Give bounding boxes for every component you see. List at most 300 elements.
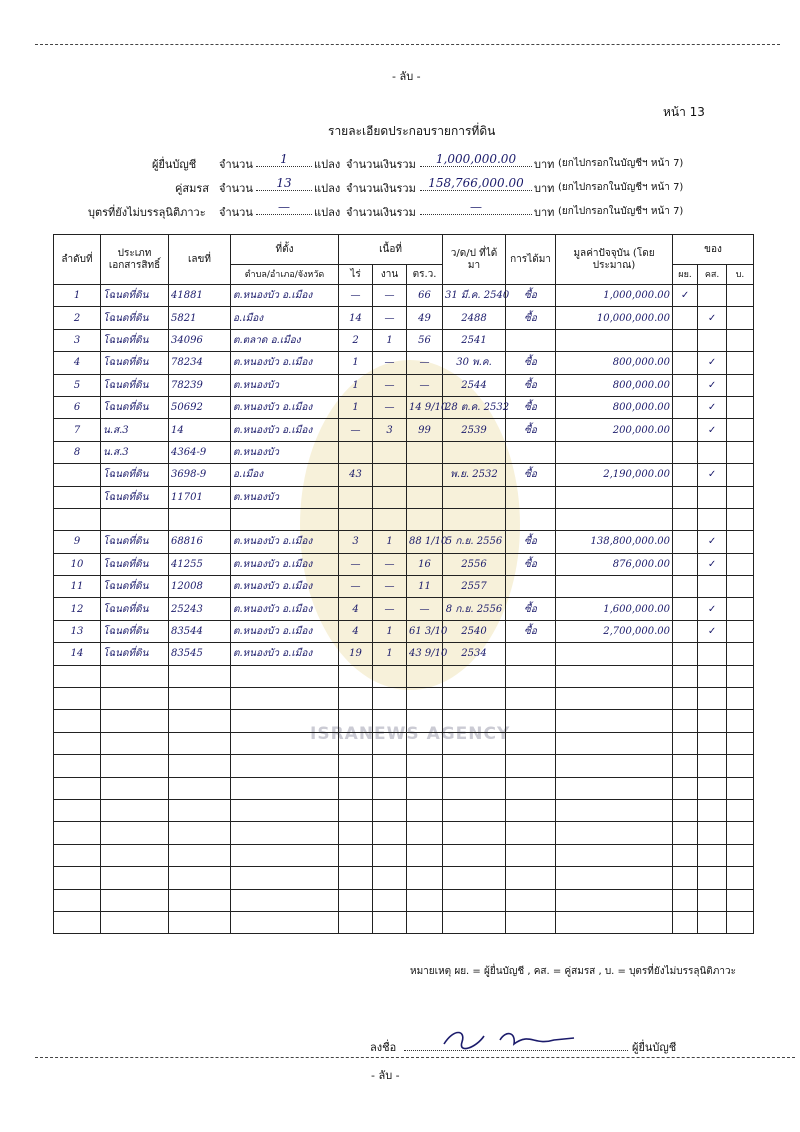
row-value bbox=[556, 844, 673, 866]
row-seq bbox=[54, 867, 101, 889]
row-seq: 12 bbox=[54, 598, 101, 620]
row-ngan bbox=[373, 710, 407, 732]
row-date bbox=[443, 844, 506, 866]
row-doc-no bbox=[169, 799, 231, 821]
row-acquire bbox=[506, 755, 556, 777]
row-rai: 1 bbox=[339, 396, 373, 418]
row-location: ต.หนองบัว อ.เมือง bbox=[231, 598, 339, 620]
row-ngan bbox=[373, 755, 407, 777]
row-value bbox=[556, 508, 673, 530]
row-doc-no bbox=[169, 822, 231, 844]
row-doc-type bbox=[101, 844, 169, 866]
row-owner-spouse bbox=[698, 822, 727, 844]
row-owner-filer bbox=[673, 799, 698, 821]
row-doc-type: โฉนดที่ดิน bbox=[101, 576, 169, 598]
row-doc-no bbox=[169, 867, 231, 889]
row-acquire: ซื้อ bbox=[506, 285, 556, 307]
row-acquire bbox=[506, 777, 556, 799]
row-seq: 8 bbox=[54, 441, 101, 463]
row-doc-no: 68816 bbox=[169, 531, 231, 553]
row-owner-child bbox=[727, 598, 754, 620]
row-sqwa: — bbox=[407, 352, 443, 374]
spouse-count: 13 bbox=[256, 176, 312, 191]
row-value bbox=[556, 688, 673, 710]
row-owner-spouse bbox=[698, 732, 727, 754]
row-doc-type bbox=[101, 867, 169, 889]
row-ngan bbox=[373, 911, 407, 933]
row-sqwa bbox=[407, 486, 443, 508]
row-location: ต.ตลาด อ.เมือง bbox=[231, 329, 339, 351]
row-owner-filer bbox=[673, 598, 698, 620]
row-sqwa: — bbox=[407, 598, 443, 620]
row-location bbox=[231, 665, 339, 687]
row-location: ต.หนองบัว bbox=[231, 486, 339, 508]
row-sqwa bbox=[407, 911, 443, 933]
row-owner-spouse bbox=[698, 486, 727, 508]
table-row bbox=[54, 508, 754, 530]
table-row bbox=[54, 374, 754, 396]
header-value: มูลค่าปัจจุบัน (โดยประมาณ) bbox=[556, 235, 673, 285]
row-location bbox=[231, 755, 339, 777]
row-ngan: — bbox=[373, 352, 407, 374]
table-row bbox=[54, 576, 754, 598]
row-owner-child bbox=[727, 374, 754, 396]
row-doc-no: 83544 bbox=[169, 620, 231, 642]
row-date: 28 ต.ค. 2532 bbox=[443, 396, 506, 418]
header-location: ที่ตั้ง bbox=[231, 235, 339, 265]
row-location: อ.เมือง bbox=[231, 464, 339, 486]
row-sqwa bbox=[407, 755, 443, 777]
row-owner-spouse bbox=[698, 508, 727, 530]
row-date bbox=[443, 799, 506, 821]
table-row-empty bbox=[54, 710, 754, 732]
row-owner-spouse: ✓ bbox=[698, 307, 727, 329]
row-value: 138,800,000.00 bbox=[556, 531, 673, 553]
row-doc-type bbox=[101, 732, 169, 754]
row-owner-child bbox=[727, 553, 754, 575]
top-secret-mark: - ลับ - bbox=[392, 70, 421, 83]
row-acquire bbox=[506, 665, 556, 687]
row-owner-spouse bbox=[698, 799, 727, 821]
row-doc-type: โฉนดที่ดิน bbox=[101, 486, 169, 508]
row-doc-no bbox=[169, 755, 231, 777]
row-owner-child bbox=[727, 755, 754, 777]
spouse-amount: 158,766,000.00 bbox=[420, 176, 532, 191]
row-rai: 1 bbox=[339, 352, 373, 374]
row-owner-spouse bbox=[698, 688, 727, 710]
row-acquire bbox=[506, 867, 556, 889]
row-seq: 4 bbox=[54, 352, 101, 374]
footnote: หมายเหตุ ผย. = ผู้ยื่นบัญชี , คส. = คู่สมรส , บ. = บุตรที่ยังไม่บรรลุนิติภาวะ bbox=[410, 966, 736, 977]
header-ngan: งาน bbox=[373, 265, 407, 285]
row-acquire: ซื้อ bbox=[506, 620, 556, 642]
row-location: อ.เมือง bbox=[231, 307, 339, 329]
row-acquire: ซื้อ bbox=[506, 598, 556, 620]
row-date bbox=[443, 822, 506, 844]
row-seq: 2 bbox=[54, 307, 101, 329]
row-doc-no: 12008 bbox=[169, 576, 231, 598]
header-doc-type: ประเภทเอกสารสิทธิ์ bbox=[101, 235, 169, 285]
table-row-empty bbox=[54, 755, 754, 777]
row-ngan: 1 bbox=[373, 329, 407, 351]
watermark-text: ISRANEWS AGENCY bbox=[310, 724, 511, 744]
row-doc-no bbox=[169, 688, 231, 710]
row-sqwa: 14 9/10 bbox=[407, 396, 443, 418]
land-details-table bbox=[53, 234, 754, 934]
row-sqwa: 11 bbox=[407, 576, 443, 598]
row-date bbox=[443, 755, 506, 777]
row-location: ต.หนองบัว อ.เมือง bbox=[231, 643, 339, 665]
top-dashed-rule bbox=[35, 44, 780, 45]
row-acquire bbox=[506, 508, 556, 530]
row-owner-child bbox=[727, 419, 754, 441]
row-acquire bbox=[506, 732, 556, 754]
row-ngan bbox=[373, 844, 407, 866]
table-row bbox=[54, 352, 754, 374]
row-location: ต.หนองบัว อ.เมือง bbox=[231, 553, 339, 575]
row-owner-child bbox=[727, 620, 754, 642]
row-owner-filer bbox=[673, 419, 698, 441]
row-doc-no: 41255 bbox=[169, 553, 231, 575]
row-owner-filer bbox=[673, 576, 698, 598]
table-row-empty bbox=[54, 844, 754, 866]
row-owner-child bbox=[727, 464, 754, 486]
row-seq bbox=[54, 755, 101, 777]
row-owner-filer bbox=[673, 822, 698, 844]
row-acquire bbox=[506, 889, 556, 911]
row-location: ต.หนองบัว bbox=[231, 374, 339, 396]
row-owner-child bbox=[727, 844, 754, 866]
row-doc-no: 25243 bbox=[169, 598, 231, 620]
row-owner-filer bbox=[673, 531, 698, 553]
row-doc-type: โฉนดที่ดิน bbox=[101, 396, 169, 418]
row-seq: 6 bbox=[54, 396, 101, 418]
row-owner-spouse bbox=[698, 441, 727, 463]
row-rai: — bbox=[339, 553, 373, 575]
row-location bbox=[231, 889, 339, 911]
row-date bbox=[443, 867, 506, 889]
row-ngan bbox=[373, 486, 407, 508]
row-doc-no: 50692 bbox=[169, 396, 231, 418]
filer-amount: 1,000,000.00 bbox=[420, 152, 532, 167]
row-owner-child bbox=[727, 889, 754, 911]
row-owner-child bbox=[727, 732, 754, 754]
row-ngan bbox=[373, 665, 407, 687]
row-doc-type: น.ส.3 bbox=[101, 441, 169, 463]
row-date bbox=[443, 777, 506, 799]
row-owner-spouse bbox=[698, 329, 727, 351]
row-sqwa bbox=[407, 799, 443, 821]
row-ngan: — bbox=[373, 553, 407, 575]
row-sqwa: 43 9/10 bbox=[407, 643, 443, 665]
row-doc-no bbox=[169, 732, 231, 754]
row-rai: 3 bbox=[339, 531, 373, 553]
row-ngan bbox=[373, 777, 407, 799]
row-sqwa bbox=[407, 665, 443, 687]
row-date: 2541 bbox=[443, 329, 506, 351]
row-owner-child bbox=[727, 822, 754, 844]
row-rai bbox=[339, 844, 373, 866]
row-date bbox=[443, 732, 506, 754]
row-seq: 14 bbox=[54, 643, 101, 665]
header-area: เนื้อที่ bbox=[339, 235, 443, 265]
row-doc-type bbox=[101, 911, 169, 933]
row-owner-filer bbox=[673, 486, 698, 508]
row-value bbox=[556, 822, 673, 844]
table-row bbox=[54, 464, 754, 486]
row-location: ต.หนองบัว อ.เมือง bbox=[231, 531, 339, 553]
row-owner-filer bbox=[673, 643, 698, 665]
row-acquire bbox=[506, 486, 556, 508]
row-rai bbox=[339, 486, 373, 508]
row-date: 2540 bbox=[443, 620, 506, 642]
table-row-empty bbox=[54, 732, 754, 754]
row-location: ต.หนองบัว อ.เมือง bbox=[231, 576, 339, 598]
row-sqwa: 49 bbox=[407, 307, 443, 329]
row-seq: 13 bbox=[54, 620, 101, 642]
row-owner-child bbox=[727, 911, 754, 933]
row-seq: 3 bbox=[54, 329, 101, 351]
row-value: 876,000.00 bbox=[556, 553, 673, 575]
row-location bbox=[231, 867, 339, 889]
row-value bbox=[556, 732, 673, 754]
row-doc-type: โฉนดที่ดิน bbox=[101, 352, 169, 374]
row-seq bbox=[54, 911, 101, 933]
row-value bbox=[556, 441, 673, 463]
row-value bbox=[556, 576, 673, 598]
row-value: 800,000.00 bbox=[556, 374, 673, 396]
row-rai bbox=[339, 508, 373, 530]
row-ngan bbox=[373, 889, 407, 911]
row-owner-spouse bbox=[698, 911, 727, 933]
row-acquire bbox=[506, 576, 556, 598]
row-owner-child bbox=[727, 329, 754, 351]
row-acquire bbox=[506, 911, 556, 933]
row-owner-filer bbox=[673, 464, 698, 486]
row-ngan bbox=[373, 508, 407, 530]
header-acquire: การได้มา bbox=[506, 235, 556, 285]
row-ngan: 1 bbox=[373, 643, 407, 665]
row-doc-no bbox=[169, 889, 231, 911]
row-value: 10,000,000.00 bbox=[556, 307, 673, 329]
row-value bbox=[556, 799, 673, 821]
row-rai: — bbox=[339, 576, 373, 598]
row-owner-child bbox=[727, 576, 754, 598]
row-ngan bbox=[373, 441, 407, 463]
row-owner-filer bbox=[673, 620, 698, 642]
row-seq: 10 bbox=[54, 553, 101, 575]
row-doc-type: โฉนดที่ดิน bbox=[101, 464, 169, 486]
row-rai: 14 bbox=[339, 307, 373, 329]
row-rai bbox=[339, 441, 373, 463]
row-doc-no: 3698-9 bbox=[169, 464, 231, 486]
row-sqwa: 88 1/10 bbox=[407, 531, 443, 553]
row-acquire bbox=[506, 688, 556, 710]
row-seq bbox=[54, 777, 101, 799]
row-acquire: ซื้อ bbox=[506, 419, 556, 441]
row-owner-child bbox=[727, 643, 754, 665]
row-date bbox=[443, 508, 506, 530]
row-sqwa bbox=[407, 867, 443, 889]
row-rai: — bbox=[339, 285, 373, 307]
table-row-empty bbox=[54, 665, 754, 687]
row-date bbox=[443, 486, 506, 508]
row-sqwa bbox=[407, 777, 443, 799]
page-title: รายละเอียดประกอบรายการที่ดิน bbox=[328, 124, 496, 138]
row-acquire bbox=[506, 710, 556, 732]
row-owner-filer: ✓ bbox=[673, 285, 698, 307]
row-rai bbox=[339, 710, 373, 732]
row-owner-filer bbox=[673, 665, 698, 687]
table-row-empty bbox=[54, 889, 754, 911]
row-date: 31 มี.ค. 2540 bbox=[443, 285, 506, 307]
row-acquire: ซื้อ bbox=[506, 531, 556, 553]
table-row bbox=[54, 329, 754, 351]
row-acquire: ซื้อ bbox=[506, 553, 556, 575]
header-rai: ไร่ bbox=[339, 265, 373, 285]
table-row bbox=[54, 620, 754, 642]
row-owner-spouse: ✓ bbox=[698, 374, 727, 396]
table-row bbox=[54, 643, 754, 665]
row-owner-spouse: ✓ bbox=[698, 620, 727, 642]
table-row bbox=[54, 553, 754, 575]
row-owner-filer bbox=[673, 710, 698, 732]
row-value bbox=[556, 755, 673, 777]
row-ngan: 3 bbox=[373, 419, 407, 441]
table-row bbox=[54, 598, 754, 620]
row-seq bbox=[54, 732, 101, 754]
row-value bbox=[556, 777, 673, 799]
row-owner-spouse bbox=[698, 643, 727, 665]
row-rai: 4 bbox=[339, 620, 373, 642]
row-doc-no bbox=[169, 844, 231, 866]
row-owner-filer bbox=[673, 867, 698, 889]
row-date bbox=[443, 441, 506, 463]
row-ngan bbox=[373, 688, 407, 710]
row-doc-type: โฉนดที่ดิน bbox=[101, 285, 169, 307]
row-location bbox=[231, 508, 339, 530]
row-seq bbox=[54, 710, 101, 732]
row-acquire: ซื้อ bbox=[506, 352, 556, 374]
row-sqwa bbox=[407, 508, 443, 530]
row-owner-child bbox=[727, 486, 754, 508]
table-row bbox=[54, 307, 754, 329]
row-sqwa: 66 bbox=[407, 285, 443, 307]
row-doc-type: โฉนดที่ดิน bbox=[101, 620, 169, 642]
row-acquire bbox=[506, 329, 556, 351]
row-value bbox=[556, 643, 673, 665]
row-date: พ.ย. 2532 bbox=[443, 464, 506, 486]
row-rai bbox=[339, 777, 373, 799]
children-amount: — bbox=[420, 200, 532, 215]
row-seq bbox=[54, 508, 101, 530]
table-row-empty bbox=[54, 867, 754, 889]
row-owner-child bbox=[727, 441, 754, 463]
header-sqwa: ตร.ว. bbox=[407, 265, 443, 285]
table-row-empty bbox=[54, 688, 754, 710]
row-owner-filer bbox=[673, 911, 698, 933]
row-sqwa: 61 3/10 bbox=[407, 620, 443, 642]
header-seq: ลำดับที่ bbox=[54, 235, 101, 285]
row-doc-no: 14 bbox=[169, 419, 231, 441]
row-owner-spouse bbox=[698, 755, 727, 777]
row-ngan: — bbox=[373, 598, 407, 620]
row-owner-child bbox=[727, 396, 754, 418]
table-row-empty bbox=[54, 911, 754, 933]
row-owner-filer bbox=[673, 508, 698, 530]
row-doc-type bbox=[101, 688, 169, 710]
row-acquire bbox=[506, 799, 556, 821]
row-rai bbox=[339, 867, 373, 889]
row-ngan: 1 bbox=[373, 620, 407, 642]
row-seq bbox=[54, 799, 101, 821]
row-doc-no: 83545 bbox=[169, 643, 231, 665]
row-doc-type bbox=[101, 508, 169, 530]
header-owner: ของ bbox=[673, 235, 754, 265]
table-row bbox=[54, 486, 754, 508]
row-doc-type bbox=[101, 889, 169, 911]
row-doc-type bbox=[101, 777, 169, 799]
row-owner-spouse: ✓ bbox=[698, 396, 727, 418]
row-doc-type: น.ส.3 bbox=[101, 419, 169, 441]
header-owner-child: บ. bbox=[727, 265, 754, 285]
row-location: ต.หนองบัว อ.เมือง bbox=[231, 352, 339, 374]
row-owner-child bbox=[727, 665, 754, 687]
row-location bbox=[231, 911, 339, 933]
row-doc-no: 78239 bbox=[169, 374, 231, 396]
row-owner-spouse: ✓ bbox=[698, 352, 727, 374]
row-value: 2,700,000.00 bbox=[556, 620, 673, 642]
row-doc-no: 11701 bbox=[169, 486, 231, 508]
table-row bbox=[54, 441, 754, 463]
row-date: 2556 bbox=[443, 553, 506, 575]
filer-count: 1 bbox=[256, 152, 312, 167]
row-date: 2539 bbox=[443, 419, 506, 441]
row-doc-type: โฉนดที่ดิน bbox=[101, 329, 169, 351]
row-sqwa bbox=[407, 710, 443, 732]
row-ngan bbox=[373, 822, 407, 844]
header-owner-spouse: คส. bbox=[698, 265, 727, 285]
row-owner-filer bbox=[673, 329, 698, 351]
table-row bbox=[54, 419, 754, 441]
header-doc-no: เลขที่ bbox=[169, 235, 231, 285]
row-doc-no: 34096 bbox=[169, 329, 231, 351]
row-owner-filer bbox=[673, 755, 698, 777]
row-owner-spouse: ✓ bbox=[698, 553, 727, 575]
row-location bbox=[231, 777, 339, 799]
row-rai bbox=[339, 665, 373, 687]
row-owner-child bbox=[727, 799, 754, 821]
row-location bbox=[231, 822, 339, 844]
row-sqwa: — bbox=[407, 374, 443, 396]
row-date: 30 พ.ค. bbox=[443, 352, 506, 374]
row-sqwa bbox=[407, 464, 443, 486]
row-doc-no bbox=[169, 665, 231, 687]
row-owner-spouse bbox=[698, 889, 727, 911]
row-owner-spouse bbox=[698, 576, 727, 598]
row-doc-type bbox=[101, 822, 169, 844]
row-acquire bbox=[506, 441, 556, 463]
row-sqwa: 99 bbox=[407, 419, 443, 441]
row-rai bbox=[339, 911, 373, 933]
header-owner-filer: ผย. bbox=[673, 265, 698, 285]
row-seq: 1 bbox=[54, 285, 101, 307]
row-date bbox=[443, 889, 506, 911]
row-seq bbox=[54, 464, 101, 486]
row-rai bbox=[339, 755, 373, 777]
row-owner-child bbox=[727, 307, 754, 329]
bottom-dashed-rule bbox=[35, 1057, 795, 1058]
